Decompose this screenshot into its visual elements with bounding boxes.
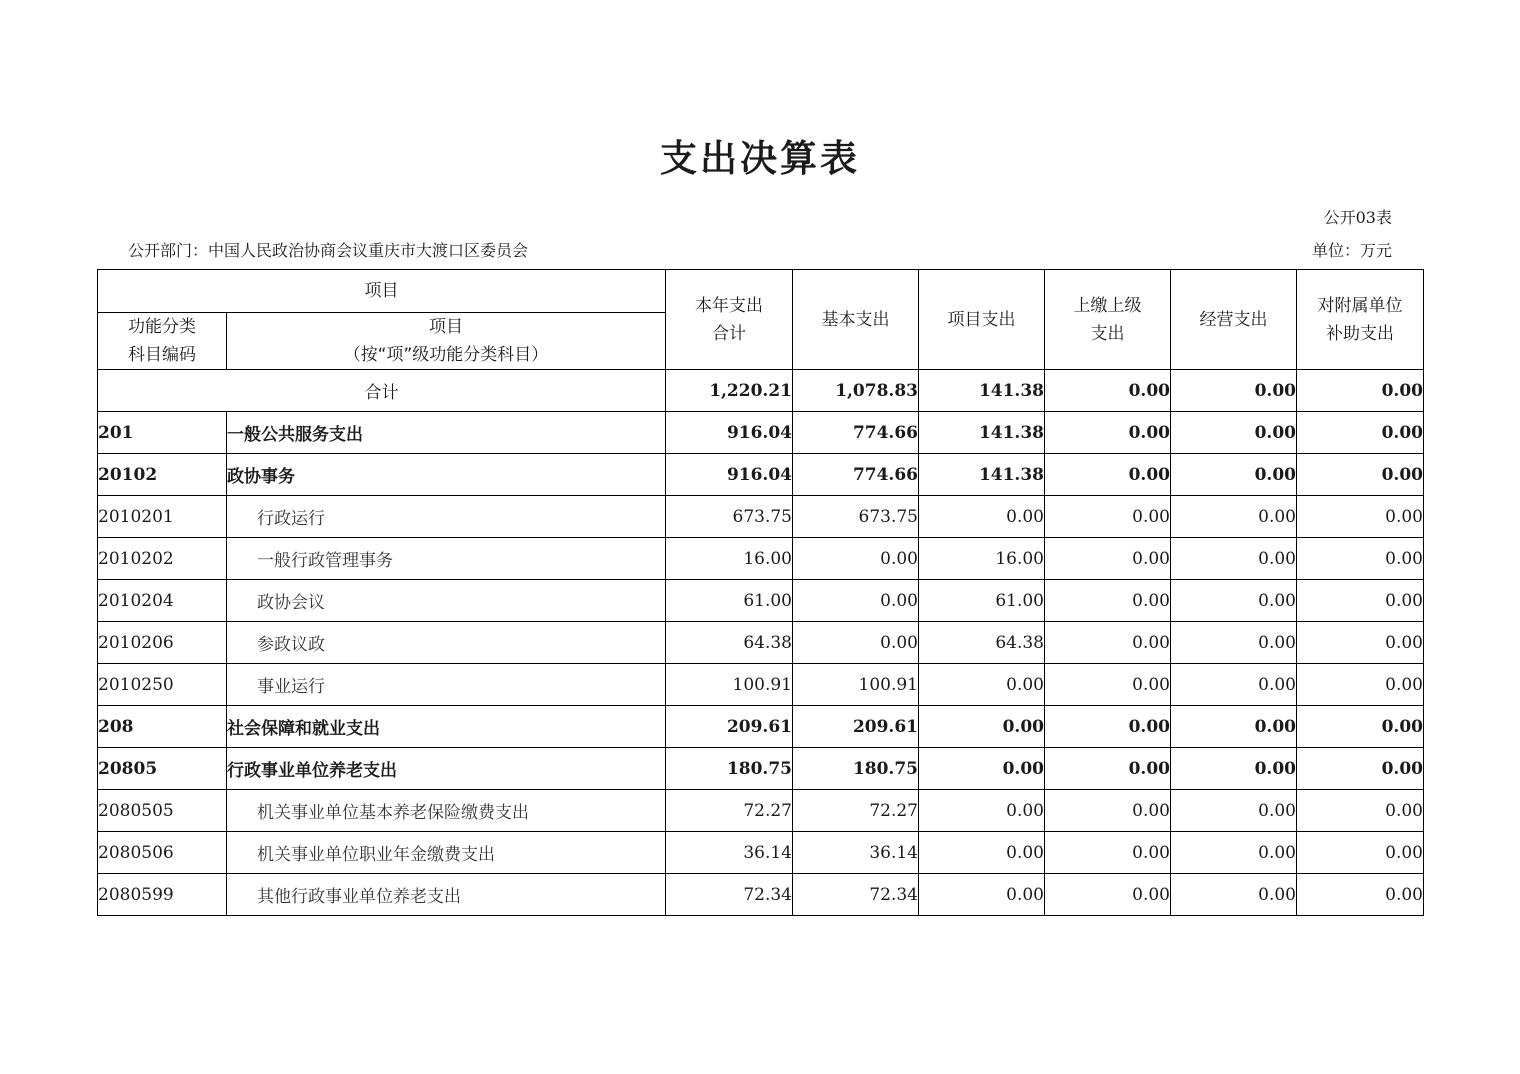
table-row: [98, 790, 1424, 832]
row-value: 72.34: [666, 874, 793, 916]
row-value: 0.00: [1171, 748, 1297, 790]
row-value: 0.00: [1045, 874, 1171, 916]
row-value: 0.00: [1171, 580, 1297, 622]
row-value: 0.00: [919, 748, 1045, 790]
row-code: 201: [98, 412, 227, 454]
row-name: 其他行政事业单位养老支出: [227, 874, 666, 916]
row-code: 2010206: [98, 622, 227, 664]
header-total: 本年支出 合计: [666, 270, 793, 370]
table-row: [98, 664, 1424, 706]
row-name: 机关事业单位基本养老保险缴费支出: [227, 790, 666, 832]
row-code: 2080506: [98, 832, 227, 874]
row-code: 20102: [98, 454, 227, 496]
row-value: 0.00: [793, 580, 919, 622]
row-value: 72.27: [793, 790, 919, 832]
total-cell: 141.38: [919, 370, 1045, 412]
row-name: 行政运行: [227, 496, 666, 538]
row-value: 64.38: [919, 622, 1045, 664]
row-value: 61.00: [666, 580, 793, 622]
page-title: 支出决算表: [660, 137, 860, 180]
header-project-group: 项目: [98, 270, 666, 313]
row-value: 0.00: [1045, 706, 1171, 748]
row-value: 0.00: [1297, 748, 1424, 790]
table-row: [98, 706, 1424, 748]
row-value: 0.00: [1045, 538, 1171, 580]
row-value: 0.00: [1045, 454, 1171, 496]
total-row: [98, 370, 1424, 412]
row-value: 916.04: [666, 454, 793, 496]
department-label: 公开部门：中国人民政治协商会议重庆市大渡口区委员会: [128, 241, 529, 260]
row-code: 2010202: [98, 538, 227, 580]
row-value: 0.00: [919, 496, 1045, 538]
total-label: 合计: [98, 370, 666, 412]
header-func-code: 功能分类 科目编码: [98, 313, 227, 370]
row-value: 0.00: [1171, 706, 1297, 748]
row-value: 36.14: [793, 832, 919, 874]
table-number: 公开03表: [1323, 208, 1392, 227]
row-value: 209.61: [793, 706, 919, 748]
row-value: 16.00: [919, 538, 1045, 580]
row-value: 180.75: [793, 748, 919, 790]
row-value: 0.00: [1297, 832, 1424, 874]
row-code: 2010201: [98, 496, 227, 538]
row-value: 61.00: [919, 580, 1045, 622]
row-value: 209.61: [666, 706, 793, 748]
row-value: 0.00: [1297, 412, 1424, 454]
row-value: 0.00: [1297, 874, 1424, 916]
row-value: 0.00: [1297, 664, 1424, 706]
row-name: 参政议政: [227, 622, 666, 664]
row-value: 0.00: [1171, 832, 1297, 874]
row-value: 0.00: [1045, 412, 1171, 454]
row-value: 0.00: [1171, 538, 1297, 580]
row-value: 0.00: [1171, 454, 1297, 496]
row-name: 事业运行: [227, 664, 666, 706]
row-value: 0.00: [1045, 664, 1171, 706]
table-row: [98, 622, 1424, 664]
row-value: 0.00: [1171, 790, 1297, 832]
row-value: 36.14: [666, 832, 793, 874]
table-row: [98, 580, 1424, 622]
row-value: 0.00: [793, 538, 919, 580]
total-cell: 0.00: [1045, 370, 1171, 412]
row-value: 0.00: [1171, 496, 1297, 538]
row-code: 2080505: [98, 790, 227, 832]
row-value: 0.00: [919, 790, 1045, 832]
row-value: 16.00: [666, 538, 793, 580]
row-value: 0.00: [1297, 706, 1424, 748]
row-value: 0.00: [1297, 790, 1424, 832]
row-value: 0.00: [1297, 622, 1424, 664]
row-value: 0.00: [1045, 496, 1171, 538]
header-operating: 经营支出: [1171, 270, 1297, 370]
header-subsidy: 对附属单位 补助支出: [1297, 270, 1424, 370]
row-value: 72.34: [793, 874, 919, 916]
row-code: 208: [98, 706, 227, 748]
total-cell: 0.00: [1297, 370, 1424, 412]
row-value: 0.00: [1045, 790, 1171, 832]
unit-label: 单位：万元: [1311, 241, 1392, 260]
row-code: 2010250: [98, 664, 227, 706]
row-value: 0.00: [1045, 832, 1171, 874]
row-value: 0.00: [1045, 580, 1171, 622]
table-row: [98, 454, 1424, 496]
row-value: 0.00: [793, 622, 919, 664]
row-name: 社会保障和就业支出: [227, 706, 666, 748]
row-value: 0.00: [1171, 664, 1297, 706]
row-value: 0.00: [919, 832, 1045, 874]
row-value: 0.00: [1171, 874, 1297, 916]
row-name: 行政事业单位养老支出: [227, 748, 666, 790]
table-row: [98, 832, 1424, 874]
row-value: 100.91: [666, 664, 793, 706]
row-value: 100.91: [793, 664, 919, 706]
row-value: 0.00: [1171, 412, 1297, 454]
row-value: 0.00: [1297, 454, 1424, 496]
row-name: 政协会议: [227, 580, 666, 622]
row-value: 0.00: [919, 706, 1045, 748]
total-cell: 0.00: [1171, 370, 1297, 412]
row-value: 0.00: [919, 664, 1045, 706]
row-value: 141.38: [919, 454, 1045, 496]
table-row: [98, 538, 1424, 580]
row-code: 2080599: [98, 874, 227, 916]
row-name: 机关事业单位职业年金缴费支出: [227, 832, 666, 874]
row-value: 0.00: [1045, 622, 1171, 664]
header-project-name: 项目 （按“项”级功能分类科目）: [227, 313, 666, 370]
row-value: 774.66: [793, 412, 919, 454]
row-value: 0.00: [1297, 496, 1424, 538]
row-value: 180.75: [666, 748, 793, 790]
table-row: [98, 874, 1424, 916]
row-value: 0.00: [1171, 622, 1297, 664]
row-value: 774.66: [793, 454, 919, 496]
row-code: 20805: [98, 748, 227, 790]
table-row: [98, 496, 1424, 538]
row-name: 一般行政管理事务: [227, 538, 666, 580]
row-value: 673.75: [793, 496, 919, 538]
row-name: 一般公共服务支出: [227, 412, 666, 454]
row-name: 政协事务: [227, 454, 666, 496]
total-cell: 1,220.21: [666, 370, 793, 412]
total-cell: 1,078.83: [793, 370, 919, 412]
row-value: 64.38: [666, 622, 793, 664]
header-upper: 上缴上级 支出: [1045, 270, 1171, 370]
row-value: 0.00: [1297, 538, 1424, 580]
expenditure-table: [97, 269, 1424, 916]
header-basic: 基本支出: [793, 270, 919, 370]
row-value: 72.27: [666, 790, 793, 832]
row-value: 916.04: [666, 412, 793, 454]
row-value: 0.00: [1297, 580, 1424, 622]
row-value: 0.00: [919, 874, 1045, 916]
table-row: [98, 412, 1424, 454]
row-value: 0.00: [1045, 748, 1171, 790]
row-code: 2010204: [98, 580, 227, 622]
row-value: 673.75: [666, 496, 793, 538]
row-value: 141.38: [919, 412, 1045, 454]
table-row: [98, 748, 1424, 790]
header-project-expense: 项目支出: [919, 270, 1045, 370]
